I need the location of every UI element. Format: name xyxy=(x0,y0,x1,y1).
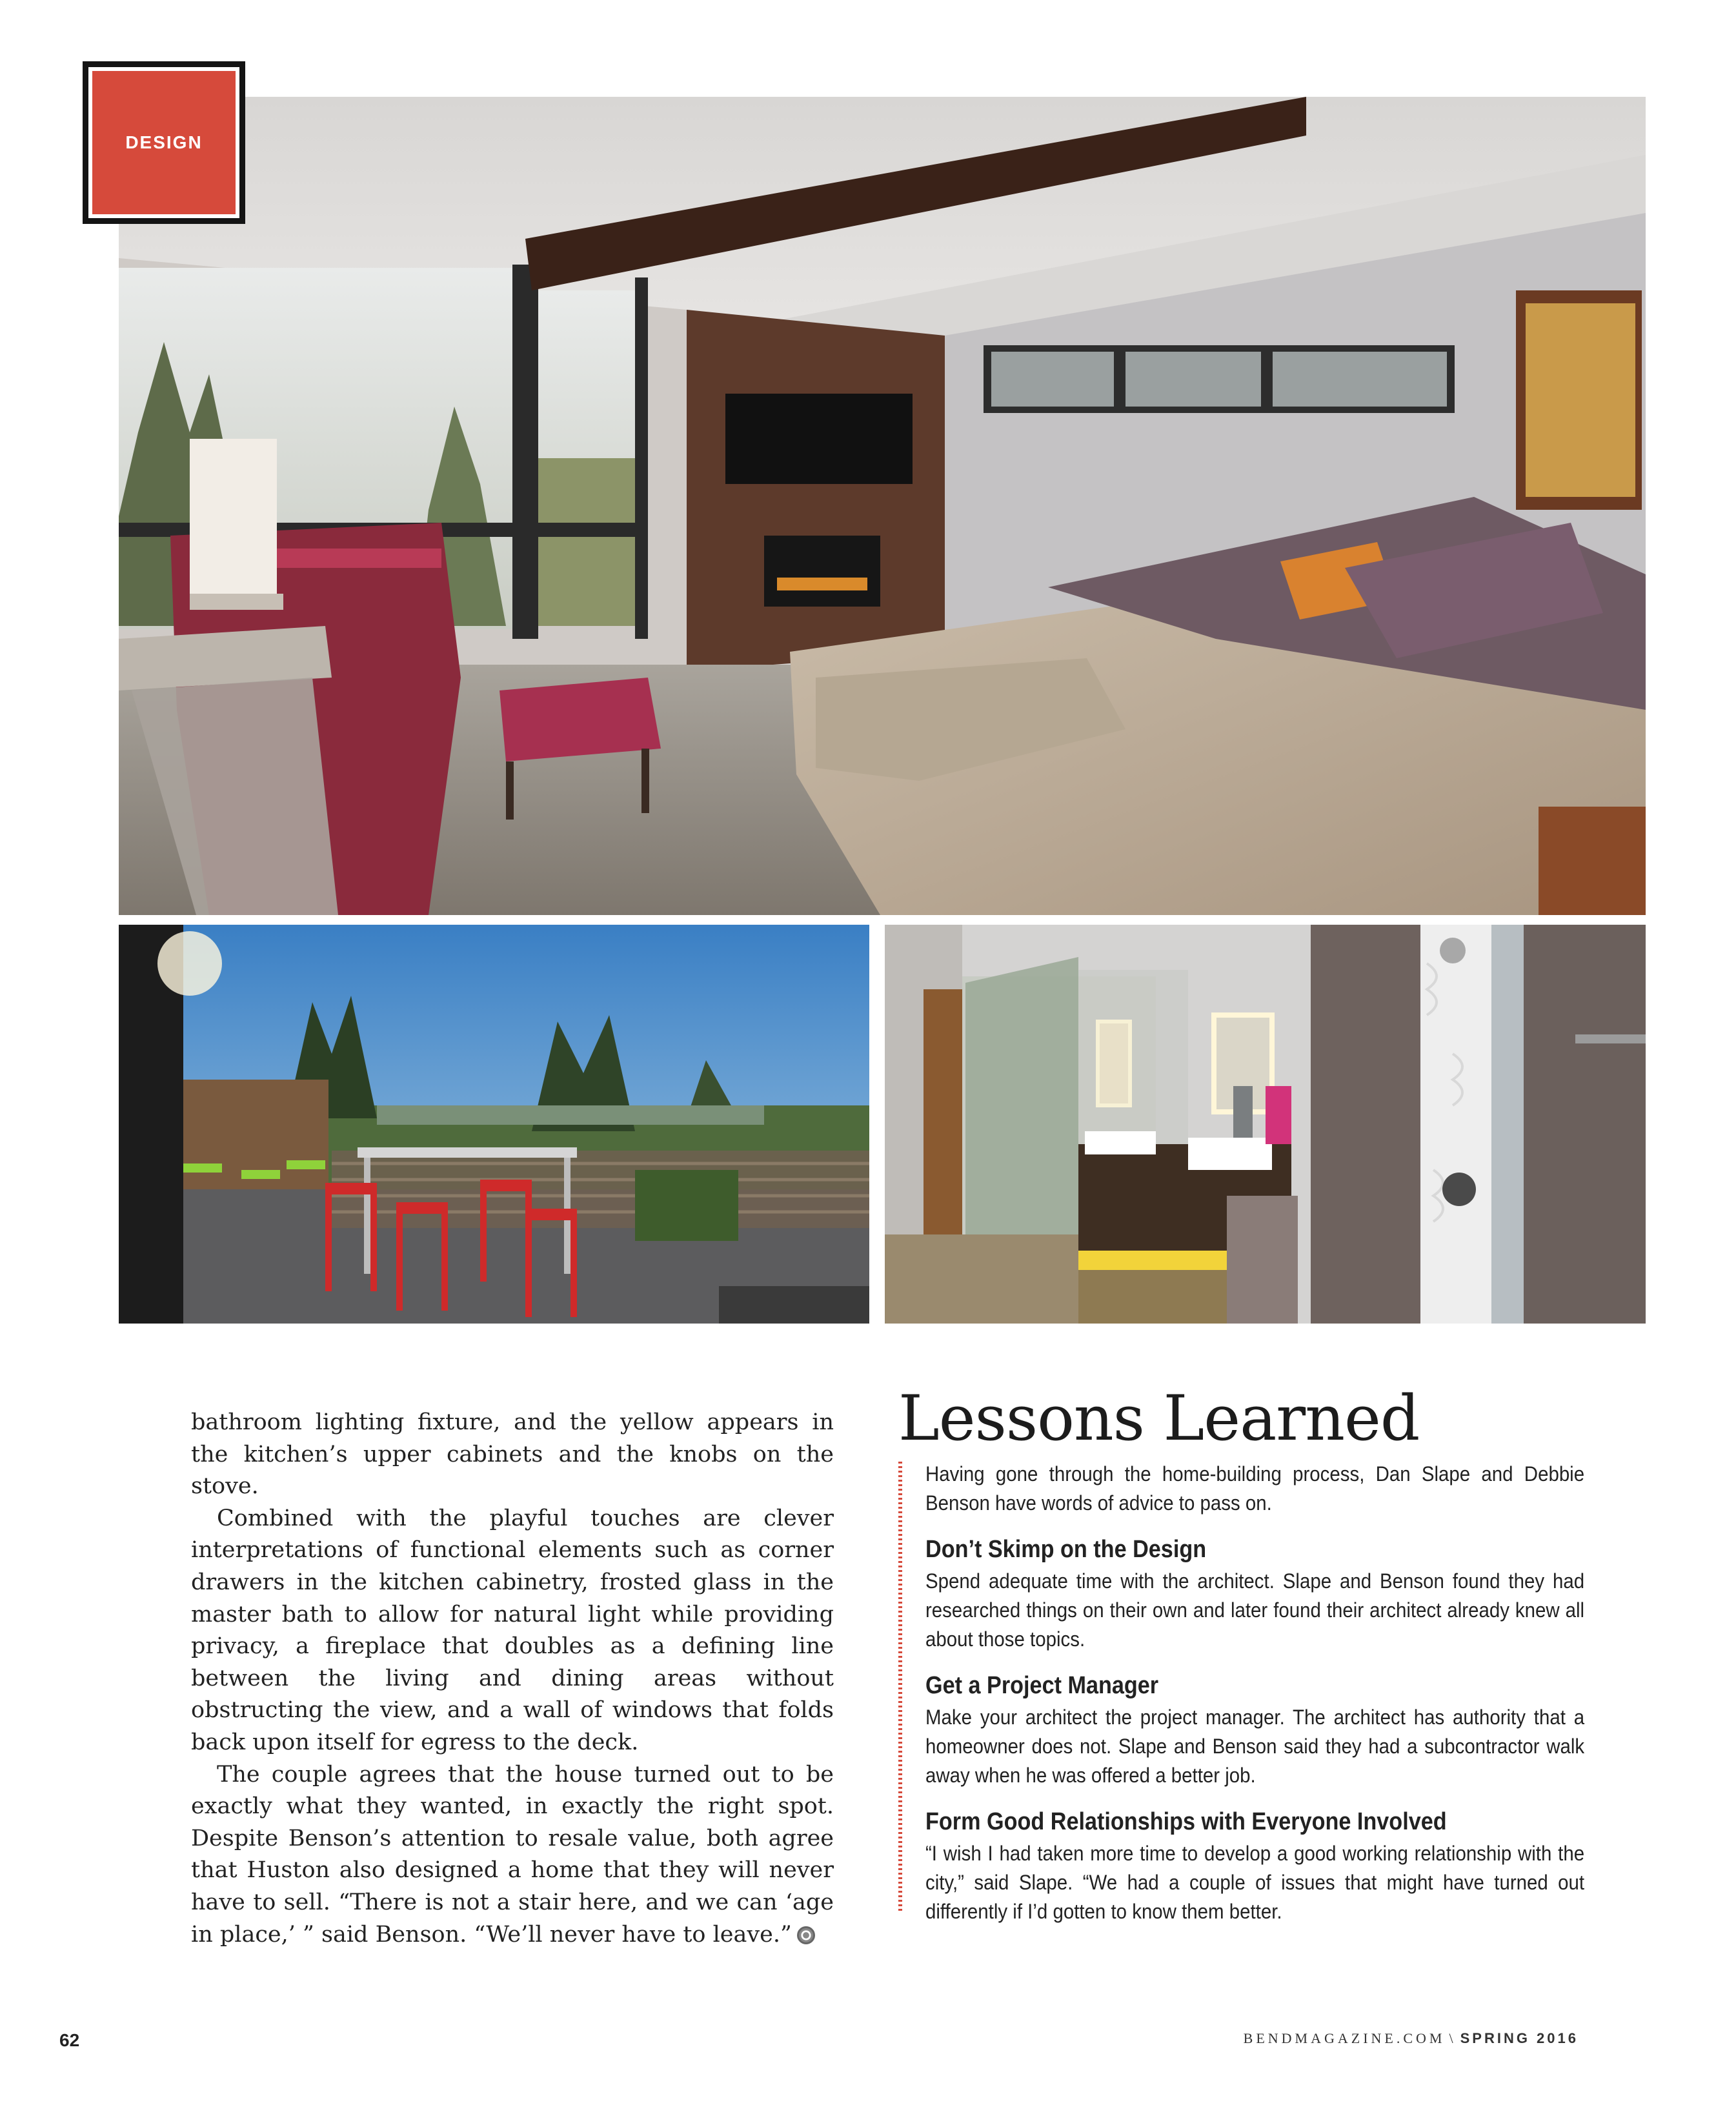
footer-credit xyxy=(1244,2030,1579,2047)
bathroom-photo xyxy=(885,925,1646,1324)
sidebar-text: Spend adequate time with the architect. Slape and Benson found they had researched things on their own and later found their architect already knew all about those topics. xyxy=(925,1569,1585,1651)
sidebar-heading: Form Good Relationships with Everyone Involved xyxy=(925,1808,1447,1835)
sidebar-dotted-rule xyxy=(898,1462,902,1913)
sidebar-title: Lessons Learned xyxy=(898,1382,1420,1455)
footer-issue: SPRING 2016 xyxy=(1460,2030,1579,2046)
body-paragraph: Combined with the playful touches are clever interpretations of functional elements such as corner drawers in the kitchen cabinetry, frosted glass in the master bath to allow for natural light while providing privacy, a fireplace that doubles as a defining line between the living and dining areas without obstructing the view, and a wall of windows that folds back upon itself for egress to the deck. xyxy=(191,1505,834,1755)
footer-site: BENDMAGAZINE.COM xyxy=(1243,2030,1446,2046)
footer-separator: \ xyxy=(1449,2030,1457,2046)
body-paragraph-text: The couple agrees that the house turned out to be exactly what they wanted, in exactly the right spot. Despite Benson’s attention to resale value, both agree that Huston also designed a home that they will never have to sell. “There is not a stair here, and we can ‘age in place,’ ” said Benson. “We’ll never have to leave.” xyxy=(191,1761,834,1948)
article-body xyxy=(191,1407,834,1951)
section-tag-label: DESIGN xyxy=(125,132,203,152)
body-paragraph: bathroom lighting fixture, and the yellow appears in the kitchen’s upper cabinets and the knobs on the stove. xyxy=(191,1409,834,1500)
section-tag xyxy=(83,61,245,224)
deck-photo xyxy=(119,925,869,1324)
body-paragraph-final xyxy=(191,1759,834,1951)
sidebar-heading: Get a Project Manager xyxy=(925,1672,1159,1699)
bedroom-photo xyxy=(119,97,1646,915)
end-mark-icon xyxy=(797,1926,815,1944)
sidebar-intro: Having gone through the home-building process, Dan Slape and Debbie Benson have words of advice to pass on. xyxy=(925,1462,1585,1515)
sidebar-heading: Don’t Skimp on the Design xyxy=(925,1536,1207,1563)
page-number: 62 xyxy=(59,2030,80,2050)
section-tag-box xyxy=(88,67,239,218)
sidebar-text: Make your architect the project manager. The architect has authority that a homeowner does not. Slape and Benson said they had a subcontractor walk away when he was offered a better job. xyxy=(925,1706,1585,1787)
sidebar-body xyxy=(925,1460,1585,1926)
sidebar-text: “I wish I had taken more time to develop a good working relationship with the city,” said Slape. “We had a couple of issues that might have turned out differently if I’d gotten to know them better. xyxy=(925,1842,1585,1923)
